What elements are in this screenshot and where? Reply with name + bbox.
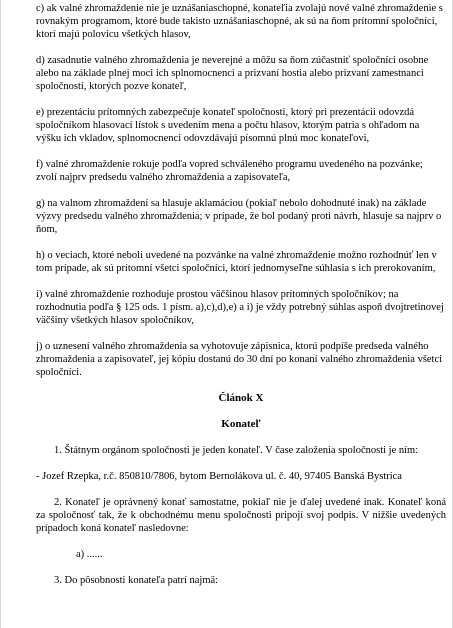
- list-item-i: i) valné zhromaždenie rozhoduje prostou väčšinou hlasov prítomných spoločníkov; na rozhodnutia podľa § 125 ods. 1 písm. a),c),d),e) a i) je vždy potrebný súhlas aspoň dvojtretinovej väčšiny všetkých hlasov spoločníkov,: [36, 289, 444, 326]
- sub-item-a: a) ......: [76, 549, 103, 560]
- list-item-c: c) ak valné zhromaždenie nie je uznášaniaschopné, konateľia zvolajú nové valné zhromaždenie s rovnakým programom, ktoré bude takisto uznášaniaschopné, ak sú na ňom prítomní spoločníci, ktorí majú polovicu všetkých hlasov,: [36, 3, 443, 40]
- list-item-g: g) na valnom zhromaždení sa hlasuje aklamáciou (pokiaľ nebolo dohodnuté inak) na základe výzvy predsedu valného zhromaždenia; v prípade, že bol podaný proti návrh, hlasuje sa najprv o ňom,: [36, 198, 442, 235]
- list-item-e: e) prezentáciu prítomných zabezpečuje konateľ spoločnosti, ktorý pri prezentácii odovzdá spoločníkom hlasovací lístok s uvedením mena a počtu hlasov, ktorým patria s ohľadom na výšku ich vkladov, splnomocnenci odovzdávajú písomnú plnú moc konateľovi,: [36, 107, 420, 144]
- list-item-f: f) valné zhromaždenie rokuje podľa vopred schváleného programu uvedeného na pozvánke; zvolí najprv predsedu valného zhromaždenia a zapisovateľa,: [36, 159, 423, 183]
- clause-1: 1. Štátnym orgánom spoločnosti je jeden konateľ. V čase založenia spoločnosti je ním:: [54, 445, 419, 456]
- director-line: - Jozef Rzepka, r.č. 850810/7806, bytom Bernolákova ul. č. 40, 97405 Banská Bystrica: [36, 471, 402, 482]
- list-item-d: d) zasadnutie valného zhromaždenia je neverejné a môžu sa ňom zúčastniť spoločníci osobne alebo na základe plnej moci ich splnomocnenci a prizvaní hostia alebo prizvaní zamestnanci spoločnosti, ktorých pozve konateľ,: [36, 55, 429, 92]
- clause-2: 2. Konateľ je oprávnený konať samostatne, pokiaľ nie je ďalej uvedené inak. Konateľ koná za spoločnosť tak, že k obchodnému menu spoločnosti pripojí svoj podpis. V nižšie uvedených prípadoch koná konateľ nasledovne:: [36, 497, 446, 534]
- clause-3: 3. Do pôsobnosti konateľa patrí najmä:: [54, 575, 219, 586]
- list-item-h: h) o veciach, ktoré neboli uvedené na pozvánke na valné zhromaždenie možno rozhodnúť len v tom prípade, ak sú prítomní všetci spoločníci, ktorí jednomyseľne súhlasia s ich prerokovaním,: [36, 250, 437, 274]
- section-title: Konateľ: [221, 418, 261, 430]
- list-item-j: j) o uznesení valného zhromaždenia sa vyhotovuje zápisnica, ktorú podpíše predseda valného zhromaždenia a zapisovateľ, jej kópiu dostanú do 30 dní po konaní valného zhromaždenia všetci spoločníci.: [36, 341, 443, 378]
- article-title: Článok X: [218, 392, 264, 404]
- document-body: [36, 2, 446, 600]
